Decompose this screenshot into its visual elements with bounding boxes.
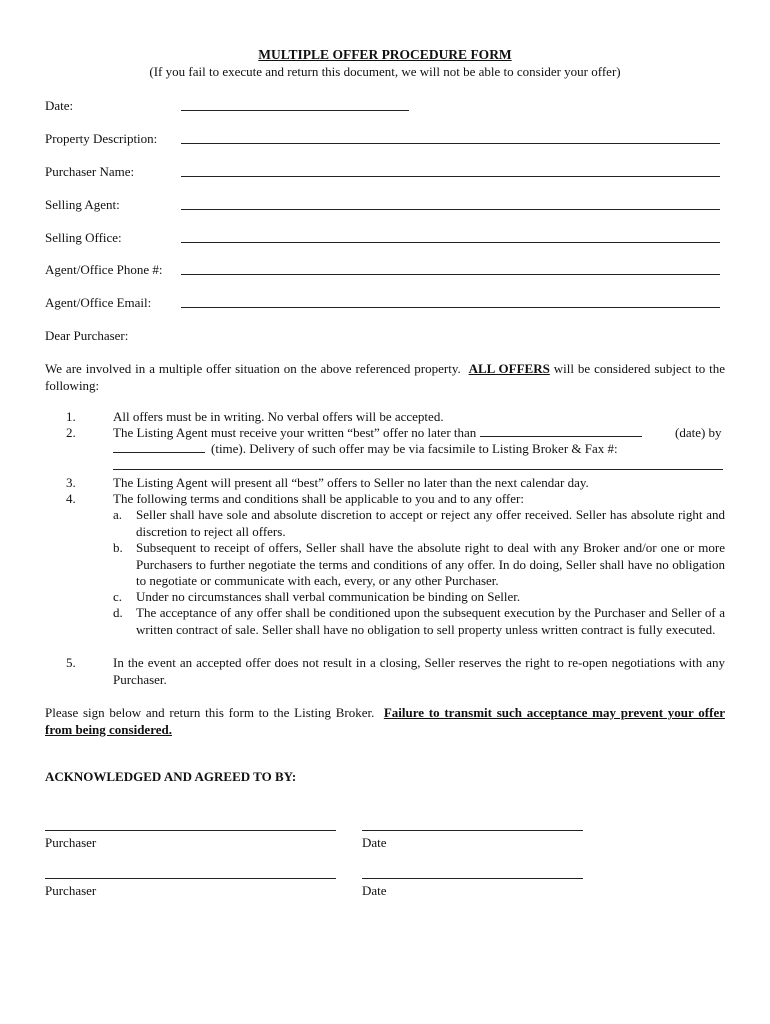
selling-agent-label: Selling Agent: xyxy=(45,197,120,212)
sub-item-letter-a: a. xyxy=(113,507,123,522)
agent-office-email-field[interactable] xyxy=(181,307,720,308)
broker-fax-field[interactable] xyxy=(113,469,723,470)
sub-item-letter-d: d. xyxy=(113,605,123,620)
agent-office-phone-label: Agent/Office Phone #: xyxy=(45,262,163,277)
item-number-2: 2. xyxy=(66,425,76,440)
sub-item-letter-b: b. xyxy=(113,540,123,555)
purchaser-name-field[interactable] xyxy=(181,176,720,177)
intro-emphasis: ALL OFFERS xyxy=(468,361,550,376)
item-2-line-1 xyxy=(113,425,642,442)
intro-text-before: We are involved in a multiple offer situation on the above referenced property. xyxy=(45,361,461,376)
item-text-5: In the event an accepted offer does not result in a closing, Seller reserves the right to re-open negotiations with any Purchaser. xyxy=(113,655,725,687)
property-description-field[interactable] xyxy=(181,143,720,144)
offer-deadline-date-field[interactable] xyxy=(480,425,642,437)
item-2-text-b: (date) by xyxy=(675,425,722,440)
form-title: MULTIPLE OFFER PROCEDURE FORM xyxy=(258,47,512,62)
purchaser-name-label: Purchaser Name: xyxy=(45,164,135,179)
item-text-1: All offers must be in writing. No verbal offers will be accepted. xyxy=(113,409,444,424)
salutation: Dear Purchaser: xyxy=(45,328,129,343)
intro-paragraph xyxy=(45,361,725,394)
date-signature-label-1: Date xyxy=(362,835,387,850)
item-number-3: 3. xyxy=(66,475,76,490)
closing-paragraph xyxy=(45,705,725,738)
form-subtitle: (If you fail to execute and return this document, we will not be able to consider your offer) xyxy=(149,64,621,79)
purchaser-signature-field-2[interactable] xyxy=(45,878,336,879)
item-number-4: 4. xyxy=(66,491,76,506)
sub-item-text-c: Under no circumstances shall verbal communication be binding on Seller. xyxy=(136,589,521,604)
date-field[interactable] xyxy=(181,110,409,111)
item-text-4: The following terms and conditions shall be applicable to you and to any offer: xyxy=(113,491,524,506)
item-2-line-2 xyxy=(113,441,205,458)
purchaser-signature-field-1[interactable] xyxy=(45,830,336,831)
sub-item-text-d: The acceptance of any offer shall be conditioned upon the subsequent execution by the Purchaser and Seller of a written contract of sale. Seller shall have no obligation to sell property unless written contract is fully executed. xyxy=(136,605,725,637)
date-signature-label-2: Date xyxy=(362,883,387,898)
sub-item-letter-c: c. xyxy=(113,589,123,604)
closing-emphasis: Failure to transmit such acceptance may prevent your offer from being considered. xyxy=(45,705,725,737)
date-signature-field-1[interactable] xyxy=(362,830,583,831)
sub-item-text-b: Subsequent to receipt of offers, Seller shall have the absolute right to deal with any Broker and/or one or more Purchasers to further negotiate the terms and conditions of any offer. In do doing, Seller shall have no obligation to negotiate or communicate with each, every, or any other Purchaser. xyxy=(136,540,725,588)
selling-office-field[interactable] xyxy=(181,242,720,243)
sub-item-text-a: Seller shall have sole and absolute discretion to accept or reject any offer received. Seller has absolute right and discretion to reject all offers. xyxy=(136,507,725,539)
offer-deadline-time-field[interactable] xyxy=(113,441,205,453)
date-signature-field-2[interactable] xyxy=(362,878,583,879)
property-description-label: Property Description: xyxy=(45,131,158,146)
item-number-5: 5. xyxy=(66,655,76,670)
item-2-text-c: (time). Delivery of such offer may be via facsimile to Listing Broker & Fax #: xyxy=(211,441,618,456)
selling-agent-field[interactable] xyxy=(181,209,720,210)
item-text-3: The Listing Agent will present all “best” offers to Seller no later than the next calendar day. xyxy=(113,475,589,490)
date-label: Date: xyxy=(45,98,74,113)
agent-office-phone-field[interactable] xyxy=(181,274,720,275)
item-2-text-a: The Listing Agent must receive your written “best” offer no later than xyxy=(113,425,477,440)
selling-office-label: Selling Office: xyxy=(45,230,122,245)
acknowledged-heading: ACKNOWLEDGED AND AGREED TO BY: xyxy=(45,769,297,784)
agent-office-email-label: Agent/Office Email: xyxy=(45,295,152,310)
intro-text-after: will be considered subject to the following: xyxy=(45,361,726,393)
closing-text-before: Please sign below and return this form to the Listing Broker. xyxy=(45,705,375,720)
purchaser-signature-label-2: Purchaser xyxy=(45,883,97,898)
purchaser-signature-label-1: Purchaser xyxy=(45,835,97,850)
item-number-1: 1. xyxy=(66,409,76,424)
